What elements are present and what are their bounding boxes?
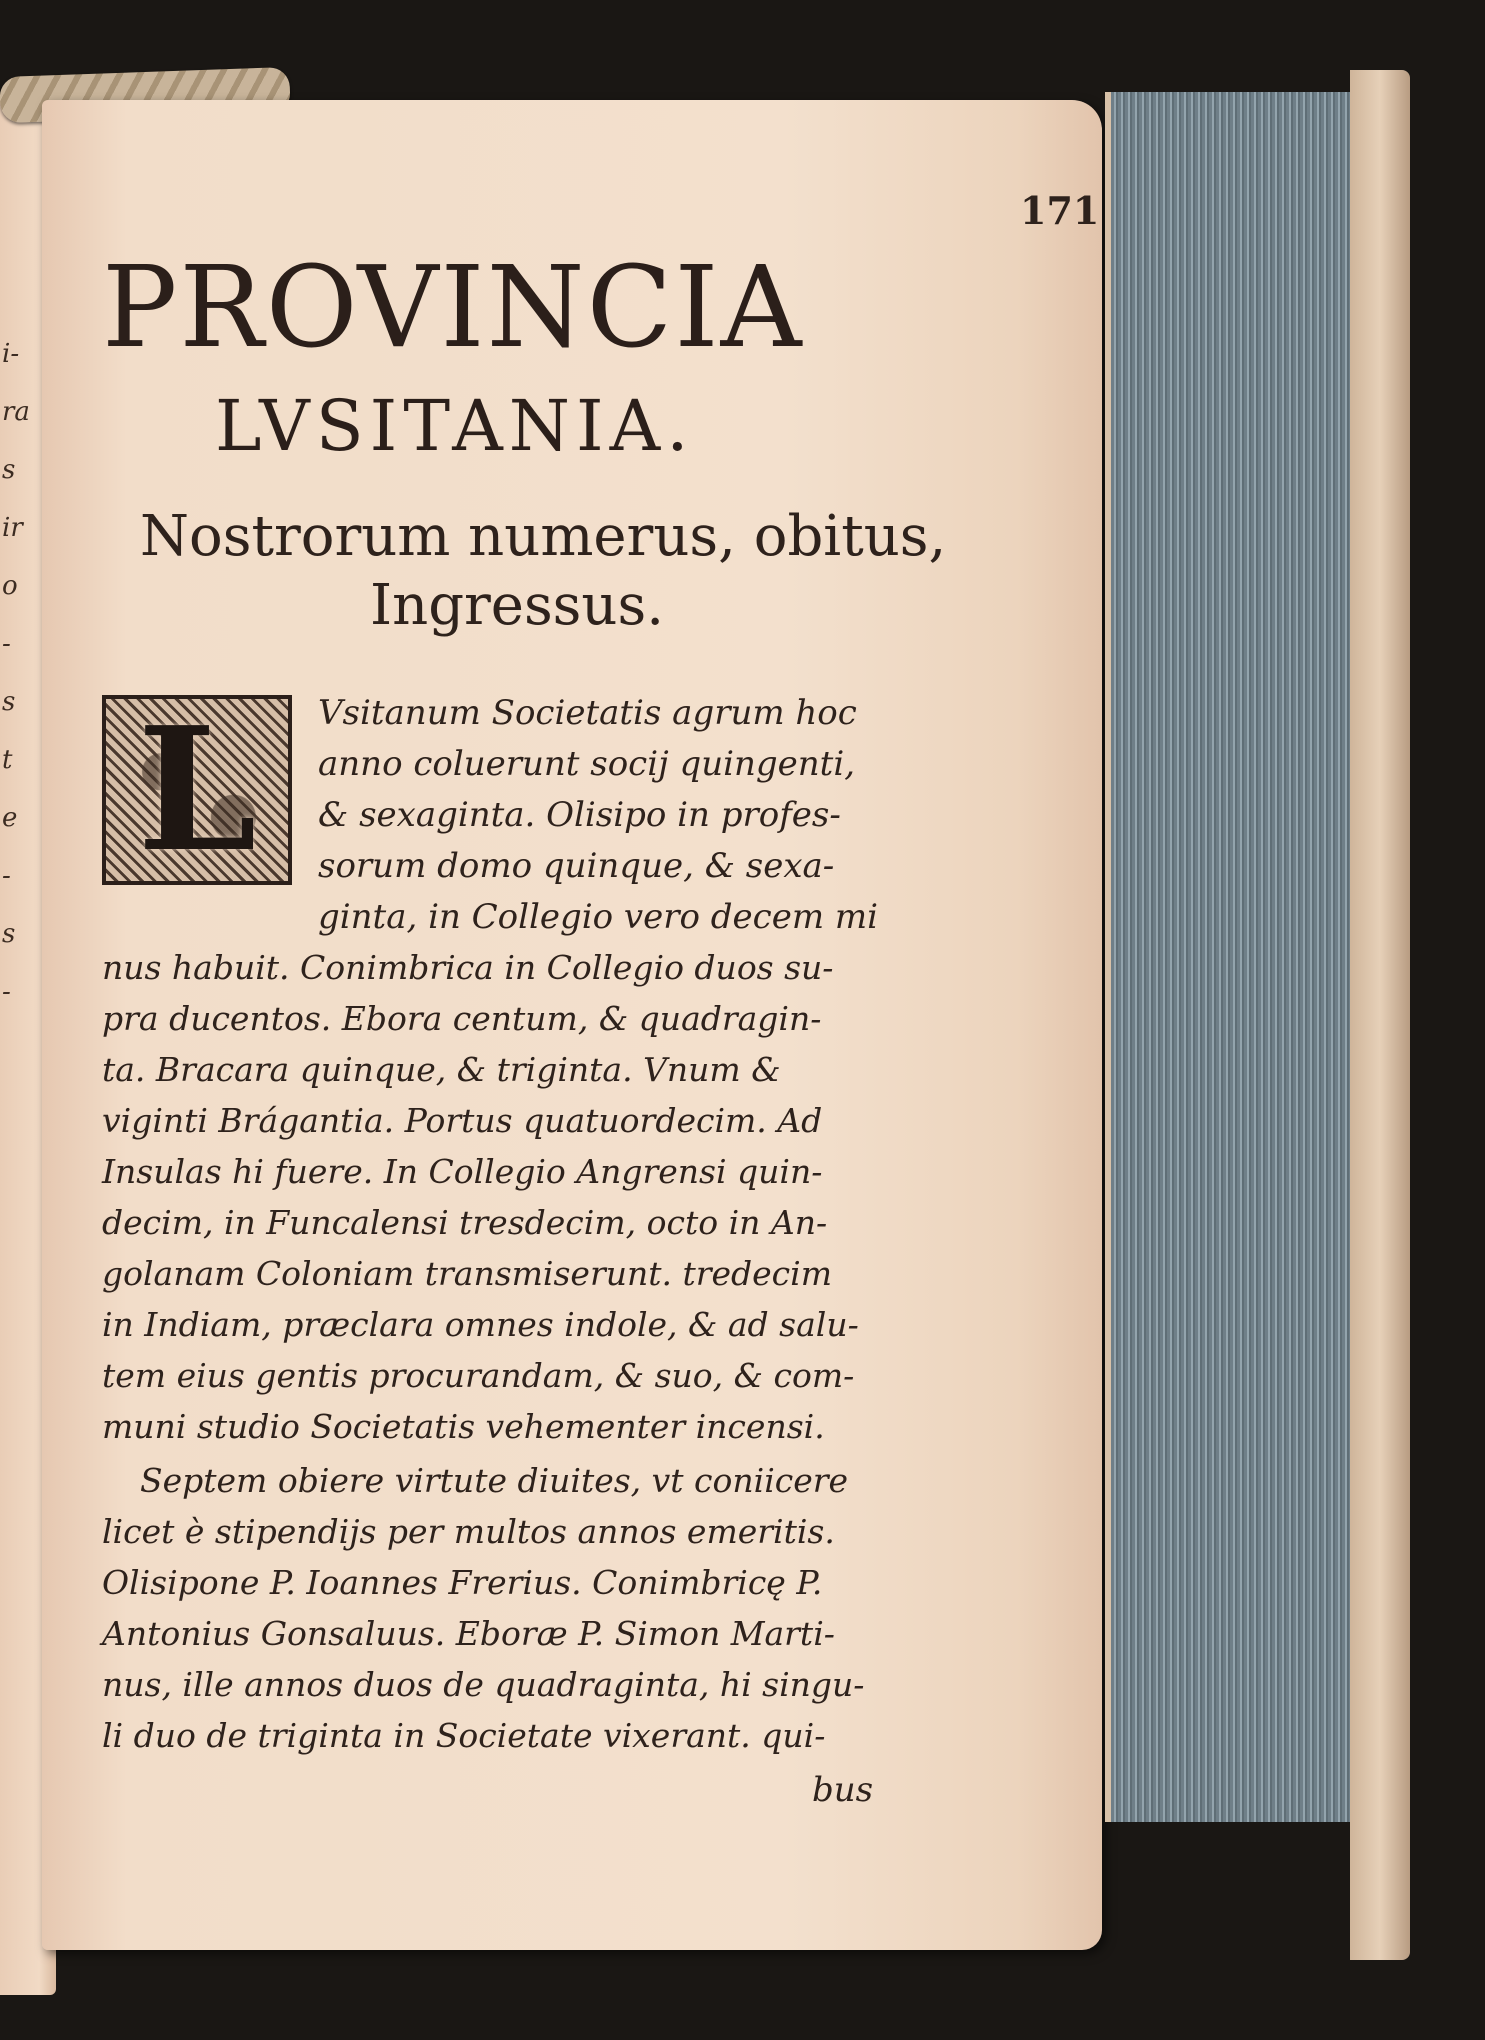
left-edge-fragment: s xyxy=(2,687,16,717)
left-edge-fragment: t xyxy=(2,745,13,775)
text-line: tem eius gentis procurandam, & suo, & com- xyxy=(102,1356,855,1395)
text-line: pra ducentos. Ebora centum, & quadragin- xyxy=(102,999,822,1038)
text-line: viginti Brágantia. Portus quatuordecim. Ad xyxy=(102,1101,823,1140)
book-cover-edge xyxy=(1350,70,1410,1960)
text-line: muni studio Societatis vehementer incensi. xyxy=(102,1407,825,1446)
catchword: bus xyxy=(812,1770,874,1810)
left-edge-fragment: i- xyxy=(2,339,20,369)
text-line: ta. Bracara quinque, & triginta. Vnum & xyxy=(102,1050,781,1089)
page-block-edges xyxy=(1105,92,1361,1822)
page-number: 171 xyxy=(1020,188,1100,233)
left-page-margin-text xyxy=(2,325,30,1021)
text-line: & sexaginta. Olisipo in profes- xyxy=(318,795,841,835)
text-line: decim, in Funcalensi tresdecim, octo in An- xyxy=(102,1203,828,1242)
text-line: golanam Coloniam transmiserunt. tredecim xyxy=(102,1254,833,1293)
text-line: nus, ille annos duos de quadraginta, hi singu- xyxy=(102,1665,865,1704)
initial-letter: L xyxy=(137,690,257,890)
text-line: Olisipone P. Ioannes Frerius. Conimbricę P. xyxy=(102,1563,823,1602)
text-line: licet è stipendijs per multos annos emeritis. xyxy=(102,1512,835,1551)
subtitle-line-2: Ingressus. xyxy=(370,573,665,638)
text-line: ginta, in Collegio vero decem mi xyxy=(318,897,879,937)
left-edge-fragment: s xyxy=(2,919,16,949)
text-line: Antonius Gonsaluus. Eboræ P. Simon Marti- xyxy=(102,1614,835,1653)
text-line: Septem obiere virtute diuites, vt coniicere xyxy=(140,1461,849,1500)
left-edge-fragment: ra xyxy=(2,397,30,427)
text-line: li duo de triginta in Societate vixerant. qui- xyxy=(102,1716,826,1755)
text-line: Vsitanum Societatis agrum hoc xyxy=(318,693,857,733)
decorated-initial xyxy=(102,690,292,890)
text-line: in Indiam, præclara omnes indole, & ad salu- xyxy=(102,1305,859,1344)
left-edge-fragment: s xyxy=(2,455,16,485)
text-line: nus habuit. Conimbrica in Collegio duos su- xyxy=(102,948,834,987)
left-edge-fragment: ir xyxy=(2,513,23,543)
text-line: Insulas hi fuere. In Collegio Angrensi quin- xyxy=(102,1152,823,1191)
left-edge-fragment: - xyxy=(2,861,11,891)
text-line: anno coluerunt socij quingenti, xyxy=(318,744,856,784)
text-line: sorum domo quinque, & sexa- xyxy=(318,846,835,886)
left-edge-fragment: e xyxy=(2,803,18,833)
title-line-1: PROVINCIA xyxy=(102,243,804,373)
left-edge-fragment: - xyxy=(2,629,11,659)
left-edge-fragment: o xyxy=(2,571,18,601)
subtitle-line-1: Nostrorum numerus, obitus, xyxy=(140,504,947,569)
title-line-2: LVSITANIA. xyxy=(215,385,695,467)
left-edge-fragment: - xyxy=(2,977,11,1007)
